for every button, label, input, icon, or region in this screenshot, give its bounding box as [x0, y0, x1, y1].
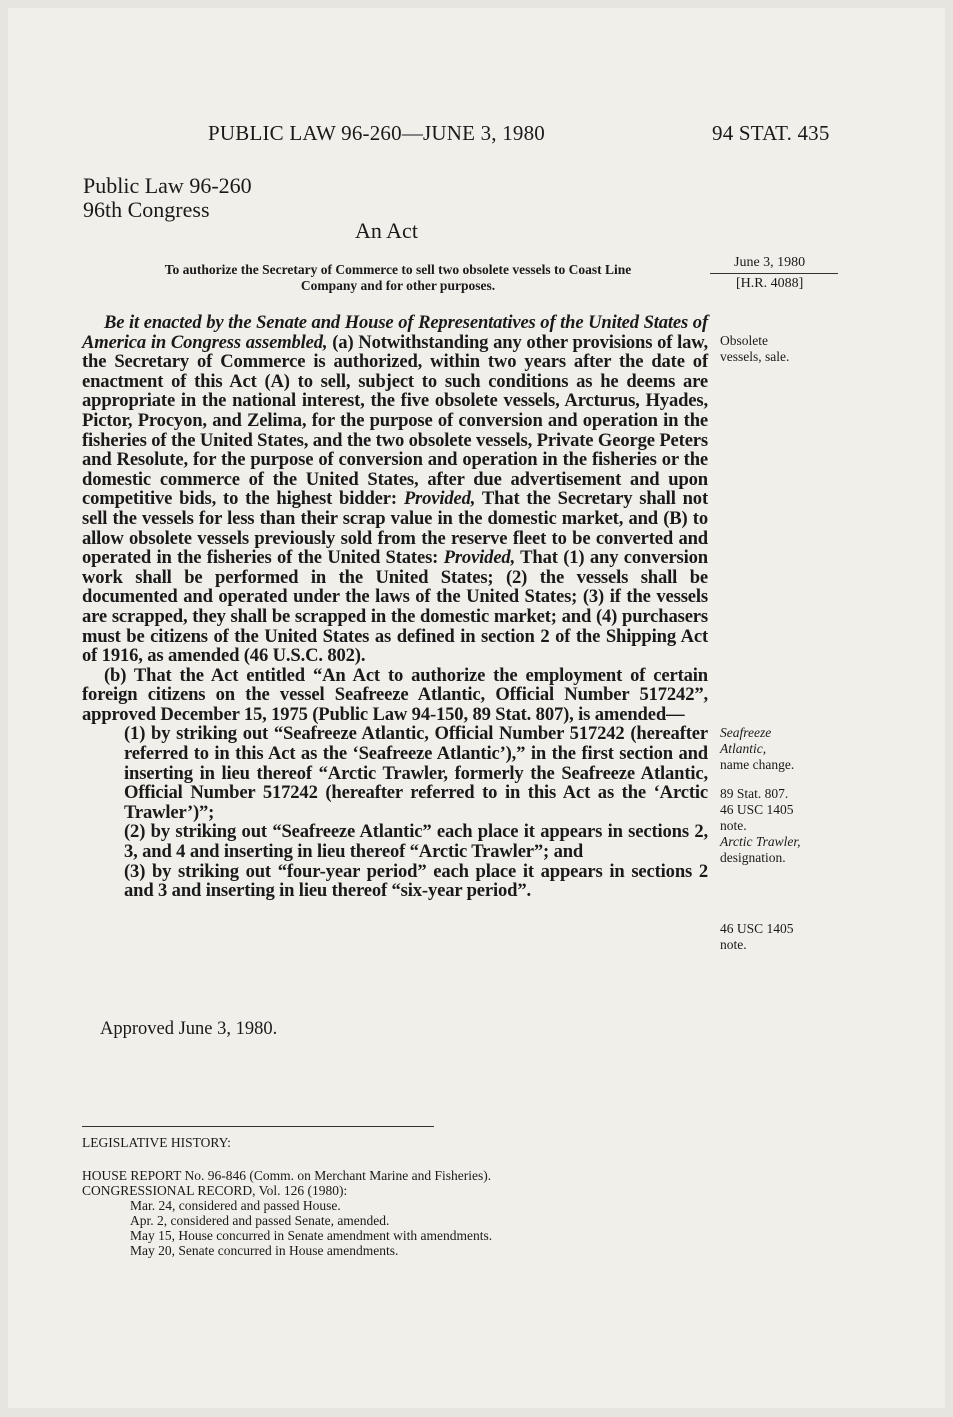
amendment-item-2: (2) by striking out “Seafreeze Atlantic” each place it appears in sections 2, 3, and 4 and inserting in lieu thereof “Arctic Trawler”; and: [124, 821, 708, 863]
document-page: [8, 8, 945, 1408]
legislative-history: [82, 1168, 702, 1258]
amendment-item-3: (3) by striking out “four-year period” each place it appears in sections 2 and 3 and inserting in lieu thereof “six-year period”.: [124, 860, 708, 902]
purpose-line-2: Company and for other purposes.: [300, 278, 496, 293]
stat-page-number: 94 STAT. 435: [712, 121, 830, 145]
running-title: PUBLIC LAW 96-260—JUNE 3, 1980: [208, 121, 546, 145]
public-law-number: Public Law 96-260: [83, 173, 252, 198]
margin-bill-number: [H.R. 4088]: [736, 276, 804, 291]
margin-note-line: vessels, sale.: [720, 349, 790, 364]
section-b-paragraph: (b) That the Act entitled “An Act to authorize the employment of certain foreign citizens on the vessel Seafreeze Atlantic, Official Number 517242”, approved December 15, 1975 (Public Law 94-150, 89 Stat. 807), is amended—: [82, 664, 708, 725]
margin-note-obsolete-vessels: [720, 333, 789, 365]
house-report: HOUSE REPORT No. 96-846 (Comm. on Merchant Marine and Fisheries).: [82, 1168, 492, 1183]
purpose-line-1: To authorize the Secretary of Commerce to sell two obsolete vessels to Coast Line: [164, 262, 632, 277]
margin-note-line: name change.: [720, 757, 795, 772]
margin-note-line: 46 USC 1405: [720, 921, 794, 936]
proviso-label: Provided,: [443, 547, 516, 569]
margin-note-statute-ref: [720, 786, 801, 866]
history-entries: [82, 1198, 702, 1258]
history-entry: May 20, Senate concurred in House amendments.: [130, 1243, 399, 1258]
section-a-end: That (1) any conversion work shall be performed in the United States; (2) the vessels shall be documented and operated under the laws of the United States; (3) if the vessels are scrapped, they shall be scrapped in the domestic market; and (4) purchasers must be citizens of the United States as defined in section 2 of the Shipping Act of 1916, as amended (46 U.S.C. 802).: [82, 547, 708, 667]
legislative-history-heading: LEGISLATIVE HISTORY:: [82, 1135, 231, 1150]
history-entry: May 15, House concurred in Senate amendment with amendments.: [130, 1228, 493, 1243]
margin-note-line: 46 USC 1405: [720, 802, 794, 817]
margin-note-usc-ref: [720, 921, 794, 953]
history-entry: Apr. 2, considered and passed Senate, amended.: [130, 1213, 390, 1228]
margin-note-line: Seafreeze: [720, 725, 772, 740]
margin-note-line: note.: [720, 937, 747, 952]
history-entry: Mar. 24, considered and passed House.: [130, 1198, 341, 1213]
proviso-label: Provided,: [403, 488, 476, 510]
amendment-item-1: (1) by striking out “Seafreeze Atlantic, Official Number 517242 (hereafter referred to in this Act as the ‘Seafreeze Atlantic’),” in the first section and inserting in lieu thereof “Arctic Trawler, formerly the Seafreeze Atlantic, Official Number 517242 (hereafter referred to in this Act as the ‘Arctic Trawler’)”;: [124, 723, 708, 823]
congressional-record: CONGRESSIONAL RECORD, Vol. 126 (1980):: [82, 1183, 348, 1198]
act-body: [82, 313, 708, 901]
margin-note-line: 89 Stat. 807.: [720, 786, 789, 801]
margin-note-line: Atlantic,: [720, 741, 767, 756]
section-a-continued: That the Secretary shall not sell the vessels for less than their scrap value in the domestic market, and (B) to allow obsolete vessels previously sold from the reserve fleet to be converted and operated in the fisheries of the United States:: [82, 488, 708, 569]
margin-date: June 3, 1980: [734, 255, 806, 270]
act-label: An Act: [355, 218, 418, 243]
approved-date: Approved June 3, 1980.: [100, 1019, 278, 1039]
margin-note-seafreeze: [720, 725, 794, 773]
section-a-paragraph: [82, 313, 708, 666]
enacting-clause: Be it enacted by the Senate and House of Representatives of the United States of America in Congress assembled,: [82, 312, 708, 353]
margin-note-line: Obsolete: [720, 333, 768, 348]
margin-note-line: note.: [720, 818, 747, 833]
margin-note-line: Arctic Trawler,: [720, 834, 801, 849]
margin-date-rule: [710, 273, 838, 274]
act-purpose: [78, 262, 718, 294]
section-a-text: (a) Notwithstanding any other provisions of law, the Secretary of Commerce is authorized, within two years after the date of enactment of this Act (A) to sell, subject to such conditions as he deems are appropriate in the national interest, the five obsolete vessels, Arcturus, Hyades, Pictor, Procyon, and Zelima, for the purpose of conversion and operation in the fisheries of the United States, and the two obsolete vessels, Private George Peters and Resolute, for the purpose of conversion and operation in the fisheries or the domestic commerce of the United States, after due advertisement and upon competitive bids, to the highest bidder:: [82, 331, 709, 510]
congress-number: 96th Congress: [83, 197, 210, 222]
margin-note-line: designation.: [720, 850, 786, 865]
history-rule: [82, 1126, 434, 1127]
